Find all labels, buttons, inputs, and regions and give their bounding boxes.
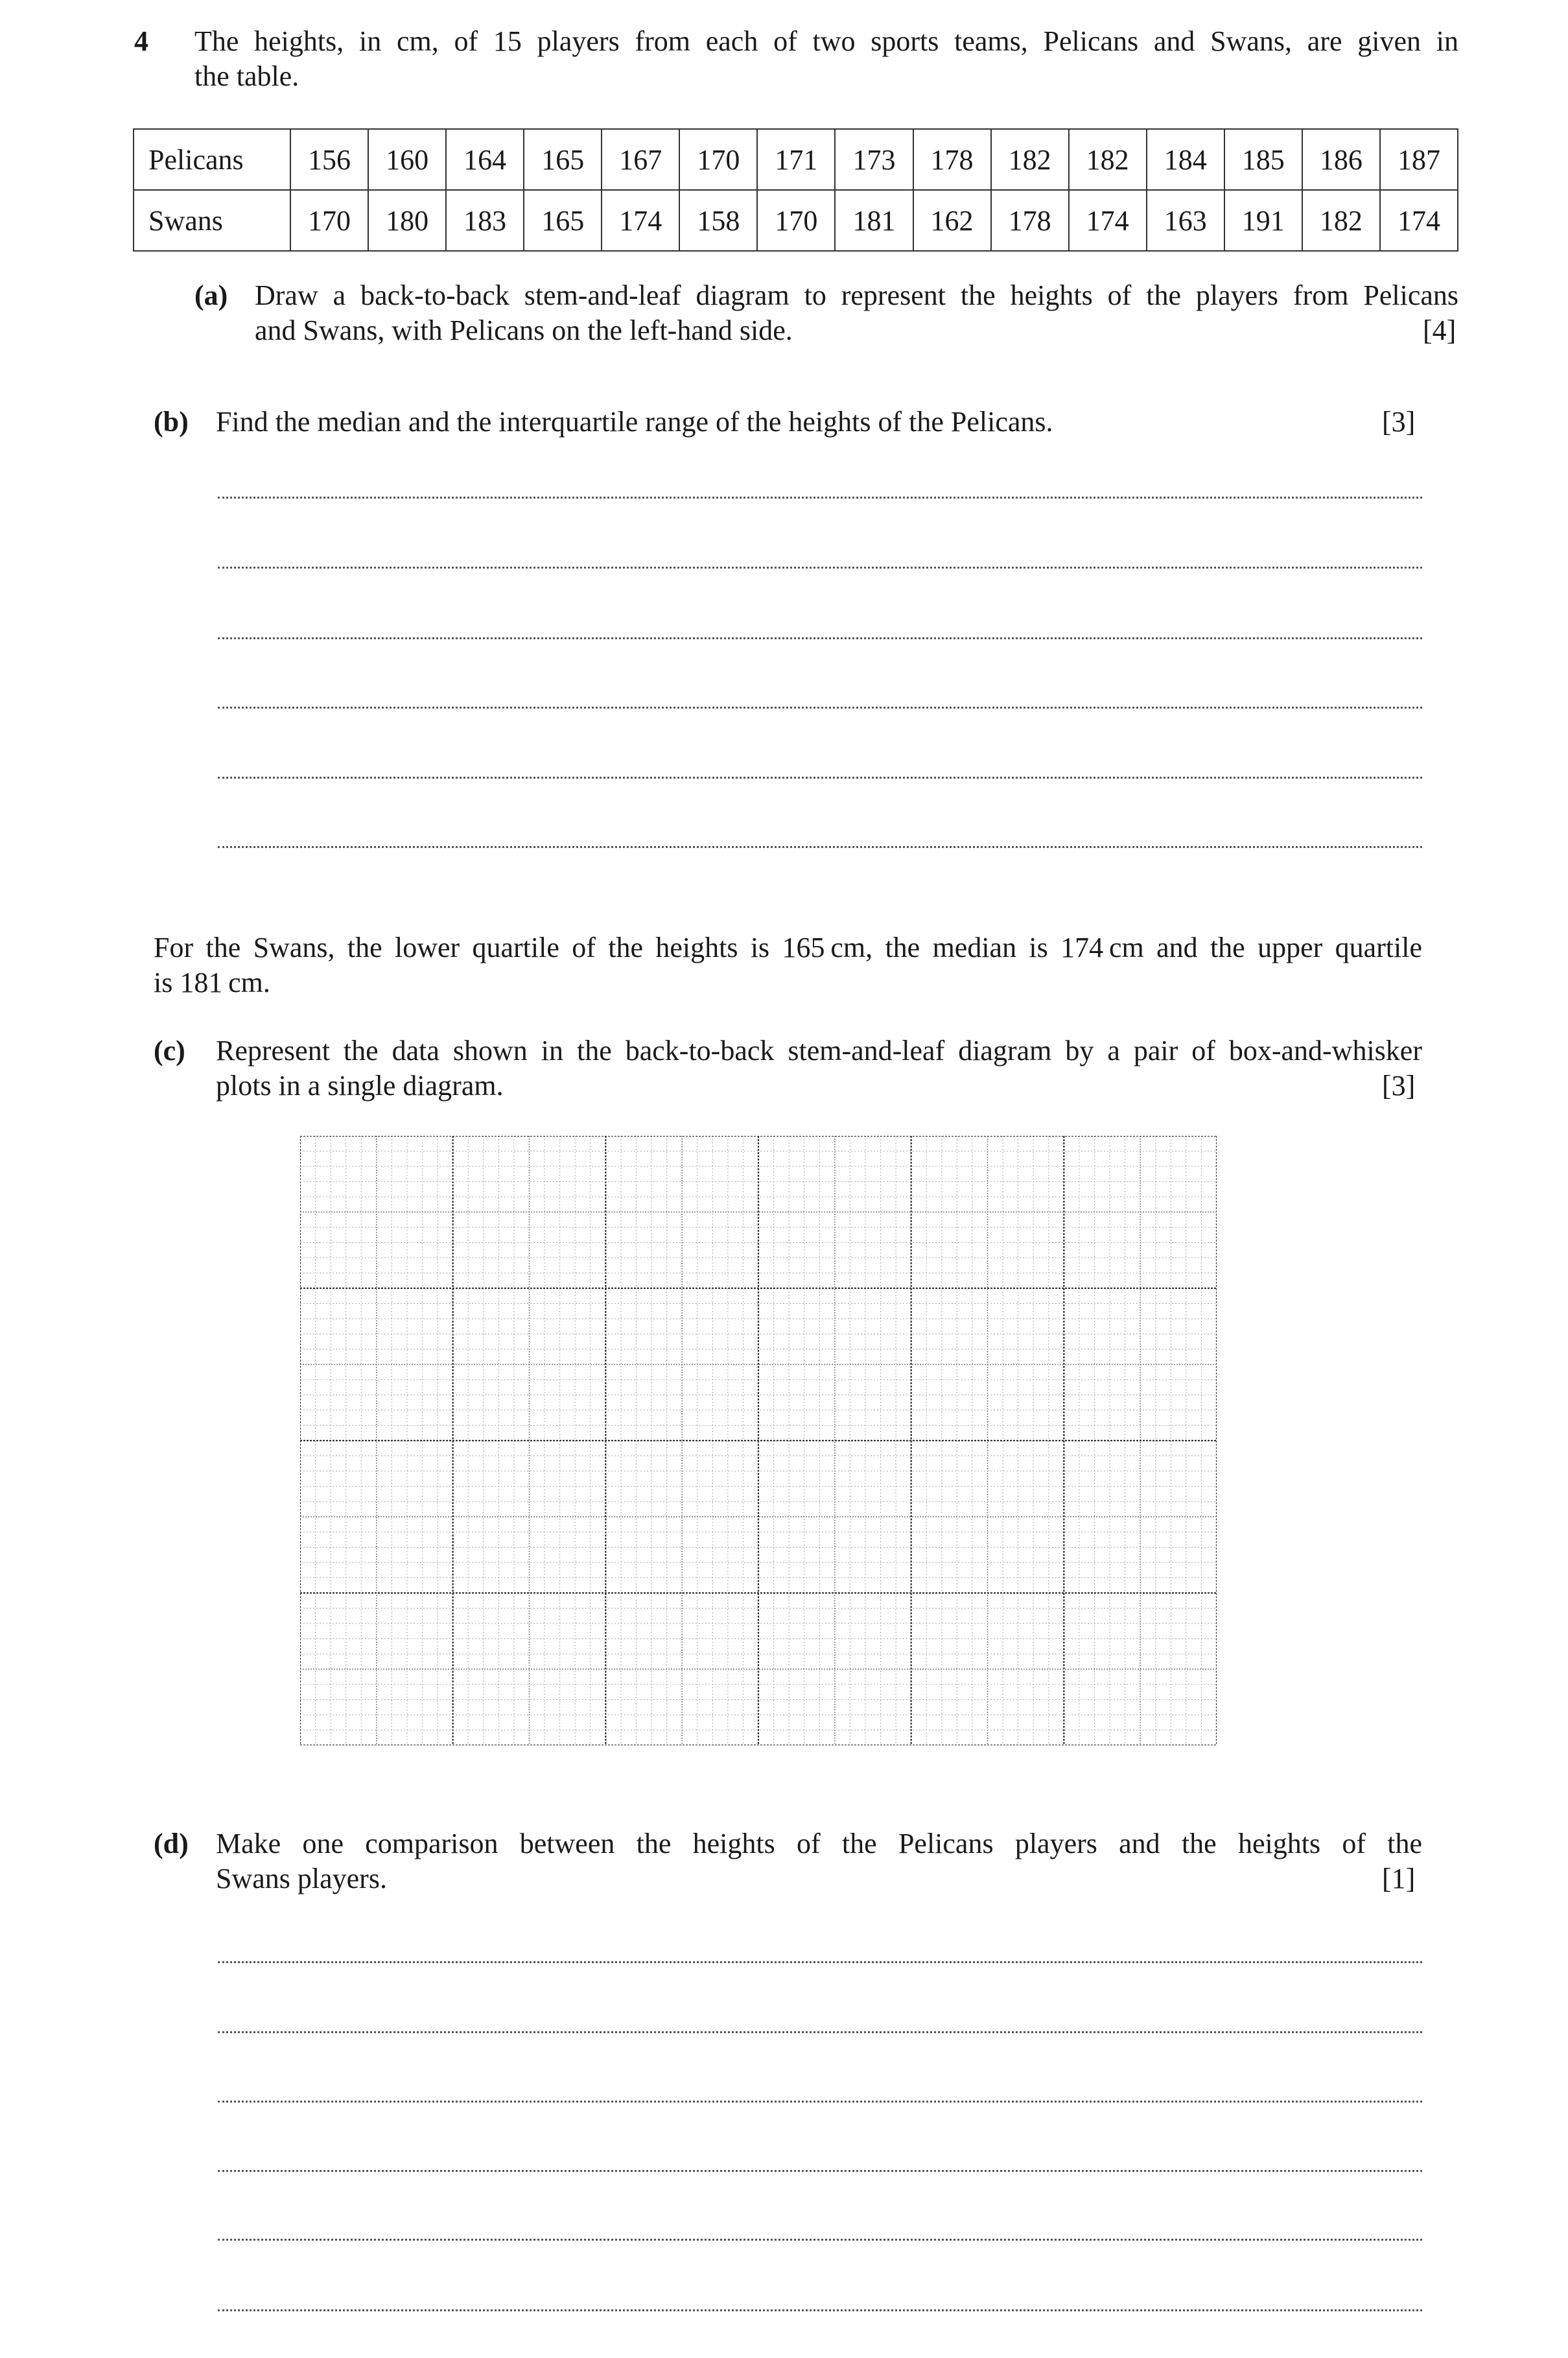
table-cell: 181 (835, 190, 913, 251)
part-c-line1: Represent the data shown in the back-to-back stem-and-leaf diagram by a pair of box-and-whisker (216, 1035, 1422, 1067)
part-d-line1: Make one comparison between the heights of the Pelicans players and the heights of the (216, 1828, 1422, 1859)
table-cell: 187 (1380, 129, 1458, 190)
part-b-label: (b) (154, 406, 189, 438)
heights-table (133, 128, 1458, 252)
swans-info-line1: For the Swans, the lower quartile of the heights is 165 cm, the median is 174 cm and the upper quartile (154, 932, 1422, 963)
table-cell: 170 (290, 190, 368, 251)
row-header: Pelicans (134, 129, 290, 190)
part-d-label: (d) (154, 1828, 189, 1859)
table-cell: 191 (1224, 190, 1302, 251)
table-cell: 167 (602, 129, 679, 190)
part-b-line1: Find the median and the interquartile range of the heights of the Pelicans. (216, 406, 1053, 438)
table-cell: 158 (679, 190, 757, 251)
part-c-marks: [3] (1382, 1070, 1416, 1102)
table-row (134, 129, 1458, 190)
answer-line-b-4[interactable] (218, 707, 1422, 709)
table-cell: 160 (368, 129, 446, 190)
answer-line-d-2[interactable] (218, 2031, 1422, 2033)
answer-line-d-3[interactable] (218, 2101, 1422, 2103)
answer-line-b-1[interactable] (218, 497, 1422, 499)
part-d-line2: Swans players. (216, 1863, 387, 1894)
table-cell: 183 (446, 190, 524, 251)
table-cell: 182 (1069, 129, 1147, 190)
table-cell: 174 (1069, 190, 1147, 251)
table-cell: 180 (368, 190, 446, 251)
part-a-line2: and Swans, with Pelicans on the left-hand side. (255, 314, 793, 346)
table-cell: 162 (913, 190, 991, 251)
table-cell: 182 (1302, 190, 1380, 251)
part-a-label: (a) (194, 279, 228, 311)
swans-info-line2: is 181 cm. (154, 967, 270, 998)
answer-line-b-6[interactable] (218, 846, 1422, 848)
question-intro-line1: The heights, in cm, of 15 players from each of two sports teams, Pelicans and Swans, are given in (194, 25, 1458, 57)
answer-line-d-6[interactable] (218, 2309, 1422, 2311)
table-cell: 170 (679, 129, 757, 190)
table-cell: 178 (991, 190, 1069, 251)
table-cell: 174 (602, 190, 679, 251)
table-cell: 164 (446, 129, 524, 190)
table-cell: 165 (524, 129, 602, 190)
part-c-label: (c) (154, 1035, 185, 1067)
table-cell: 165 (524, 190, 602, 251)
part-b-marks: [3] (1382, 406, 1416, 438)
part-a-line1: Draw a back-to-back stem-and-leaf diagram to represent the heights of the players from Pelicans (255, 279, 1458, 311)
table-cell: 170 (757, 190, 835, 251)
question-intro-line2: the table. (194, 60, 299, 92)
table-cell: 156 (290, 129, 368, 190)
part-c-line2: plots in a single diagram. (216, 1070, 504, 1102)
answer-line-d-5[interactable] (218, 2239, 1422, 2241)
table-cell: 163 (1147, 190, 1224, 251)
question-number: 4 (134, 25, 148, 57)
table-row (134, 190, 1458, 251)
answer-line-b-2[interactable] (218, 567, 1422, 569)
part-a-marks: [4] (1423, 314, 1457, 346)
table-cell: 171 (757, 129, 835, 190)
graph-paper-grid[interactable] (300, 1136, 1217, 1745)
table-cell: 174 (1380, 190, 1458, 251)
answer-line-b-5[interactable] (218, 777, 1422, 779)
answer-line-d-4[interactable] (218, 2170, 1422, 2172)
answer-line-b-3[interactable] (218, 637, 1422, 639)
table-cell: 185 (1224, 129, 1302, 190)
table-cell: 182 (991, 129, 1069, 190)
table-cell: 184 (1147, 129, 1224, 190)
table-cell: 178 (913, 129, 991, 190)
table-cell: 173 (835, 129, 913, 190)
part-d-marks: [1] (1382, 1863, 1416, 1894)
table-cell: 186 (1302, 129, 1380, 190)
row-header: Swans (134, 190, 290, 251)
answer-line-d-1[interactable] (218, 1961, 1422, 1963)
